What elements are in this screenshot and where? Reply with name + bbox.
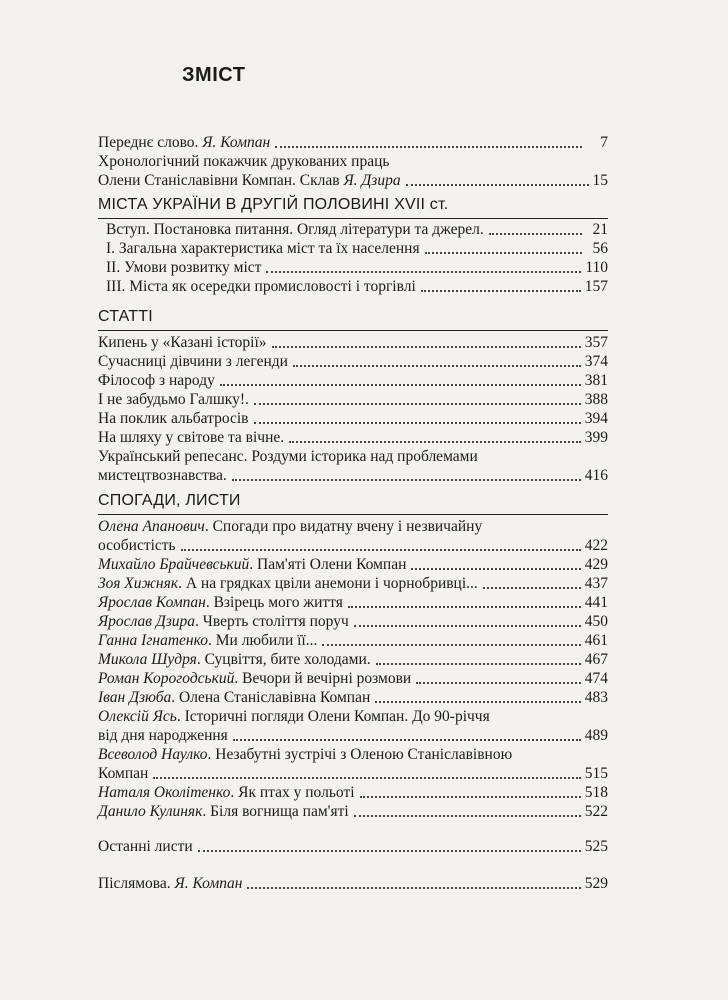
toc-entry — [106, 239, 608, 258]
entry-author: Я. Компан — [174, 875, 243, 892]
page-number: 15 — [592, 172, 608, 189]
leader-dots — [354, 814, 581, 817]
leader-dots — [254, 421, 581, 424]
entry-text-line1: . Незабутні зустрічі з Оленою Станіславівною — [207, 746, 513, 763]
leader-dots — [406, 183, 589, 186]
page-number: 7 — [600, 134, 608, 151]
leader-dots — [376, 662, 581, 665]
toc-entry — [98, 352, 608, 371]
toc-entry — [106, 277, 608, 296]
leader-dots — [411, 567, 580, 570]
leader-dots — [272, 345, 581, 348]
entry-text-line1: . Історичні погляди Олени Компан. До 90-річчя — [176, 708, 490, 725]
toc-entry — [98, 555, 608, 574]
page-number: 525 — [584, 838, 608, 855]
leader-dots — [425, 251, 582, 254]
entry-text: Післямова. — [98, 875, 175, 892]
section-heading: СПОГАДИ, ЛИСТИ — [98, 492, 608, 510]
page-number: 515 — [584, 765, 608, 782]
toc-entry — [98, 447, 608, 485]
entry-author: Роман Корогодський — [98, 670, 235, 687]
leader-dots — [198, 849, 581, 852]
toc-entry — [98, 409, 608, 428]
toc-entry — [98, 133, 608, 152]
leader-dots — [247, 886, 580, 889]
leader-dots — [489, 232, 582, 235]
entry-text-line2: від дня народження — [98, 727, 228, 744]
entry-text: Вступ. Постановка питання. Огляд літератури та джерел. — [106, 221, 484, 238]
leader-dots — [153, 776, 580, 779]
entry-text: Останні листи — [98, 838, 193, 855]
entry-text: . Чверть століття поруч — [195, 613, 349, 630]
entry-text: ІІ. Умови розвитку міст — [106, 259, 262, 276]
leader-dots — [354, 624, 581, 627]
toc-entry — [98, 517, 608, 555]
entry-author: Ярослав Компан — [98, 594, 206, 611]
page-number: 437 — [584, 575, 608, 592]
toc-entry — [98, 688, 608, 707]
page-number: 429 — [584, 556, 608, 573]
toc-entry — [98, 650, 608, 669]
entry-text-line2: Компан — [98, 765, 149, 782]
page-number: 374 — [584, 353, 608, 370]
entry-text-line1: Хронологічний покажчик друкованих праць — [98, 153, 390, 170]
toc-entry — [98, 874, 608, 893]
entry-author: Ярослав Дзира — [98, 613, 196, 630]
entry-text-line1: . Спогади про видатну вчену і незвичайну — [204, 518, 483, 535]
leader-dots — [293, 364, 581, 367]
entry-author: Зоя Хижняк — [98, 575, 179, 592]
page-number: 467 — [584, 651, 608, 668]
entry-text: . Суцвіття, бите холодами. — [196, 651, 371, 668]
page-number: 461 — [584, 632, 608, 649]
page-number: 441 — [584, 594, 608, 611]
toc-entry — [98, 837, 608, 856]
page-number: 157 — [584, 278, 608, 295]
page-number: 474 — [584, 670, 608, 687]
entry-author: Ганна Ігнатенко — [98, 632, 209, 649]
page-number: 394 — [584, 410, 608, 427]
entry-author: Я. Дзира — [343, 172, 401, 189]
entry-text: На поклик альбатросів — [98, 410, 249, 427]
toc-entry — [98, 745, 608, 783]
entry-author: Данило Кулиняк — [98, 803, 203, 820]
toc-entry — [98, 707, 608, 745]
leader-dots — [322, 643, 580, 646]
entry-text: . Взірець мого життя — [205, 594, 343, 611]
entry-text: ІІІ. Міста як осередки промисловості і торгівлі — [106, 278, 416, 295]
leader-dots — [254, 402, 581, 405]
leader-dots — [275, 145, 582, 148]
page-number: 529 — [584, 875, 608, 892]
entry-text-line2: мистецтвознавства. — [98, 467, 227, 484]
page-number: 357 — [584, 334, 608, 351]
entry-author: Олексій Ясь — [98, 708, 177, 725]
toc-entry — [98, 574, 608, 593]
leader-dots — [483, 586, 581, 589]
page-number: 483 — [584, 689, 608, 706]
toc-entry — [98, 152, 608, 190]
entry-text: . Біля вогнища пам'яті — [202, 803, 349, 820]
leader-dots — [360, 795, 581, 798]
entry-text: . А на грядках цвіли анемони і чорнобривці... — [178, 575, 478, 592]
toc-entry — [106, 220, 608, 239]
entry-text-line1: Український репесанс. Роздуми історика над проблемами — [98, 448, 478, 465]
page-number: 522 — [584, 803, 608, 820]
page-number: 21 — [592, 221, 608, 238]
leader-dots — [181, 548, 581, 551]
toc-entry — [98, 428, 608, 447]
leader-dots — [233, 738, 581, 741]
entry-author: Микола Шудря — [98, 651, 197, 668]
section-heading: СТАТТІ — [98, 308, 608, 326]
entry-text: Переднє слово. — [98, 134, 203, 151]
page-number: 110 — [585, 259, 608, 276]
toc-entry — [98, 593, 608, 612]
entry-author: Михайло Брайчевський — [98, 556, 250, 573]
entry-author: Олена Апанович — [98, 518, 205, 535]
entry-text: І не забудьмо Галшку!. — [98, 391, 249, 408]
entry-text-line2: Олени Станіславівни Компан. Склав — [98, 172, 344, 189]
toc-entry — [98, 669, 608, 688]
toc-entry — [98, 783, 608, 802]
entry-text: . Як птах у польоті — [230, 784, 355, 801]
entry-author: Іван Дзюба — [98, 689, 172, 706]
page-number: 489 — [584, 727, 608, 744]
leader-dots — [348, 605, 581, 608]
page-number: 56 — [592, 240, 608, 257]
entry-author: Всеволод Наулко — [98, 746, 208, 763]
entry-text: . Ми любили її... — [208, 632, 318, 649]
toc-entry — [98, 390, 608, 409]
leader-dots — [220, 383, 581, 386]
leader-dots — [421, 289, 581, 292]
leader-dots — [416, 681, 581, 684]
toc-entry — [98, 371, 608, 390]
toc-entry — [98, 612, 608, 631]
entry-text: Кипень у «Казані історії» — [98, 334, 267, 351]
entry-text-line2: особистість — [98, 537, 176, 554]
toc-entry — [98, 631, 608, 650]
entry-text: . Пам'яті Олени Компан — [249, 556, 407, 573]
entry-text: . Вечори й вечірні розмови — [234, 670, 412, 687]
entry-text: І. Загальна характеристика міст та їх населення — [106, 240, 420, 257]
leader-dots — [289, 440, 581, 443]
page-number: 381 — [584, 372, 608, 389]
page-title: ЗМІСТ — [182, 64, 246, 86]
entry-text: Філософ з народу — [98, 372, 215, 389]
toc-entry — [98, 333, 608, 352]
page-number: 518 — [584, 784, 608, 801]
leader-dots — [375, 700, 580, 703]
toc-entry — [106, 258, 608, 277]
entry-text: . Олена Станіславівна Компан — [171, 689, 371, 706]
leader-dots — [232, 478, 581, 481]
page-number: 416 — [584, 467, 608, 484]
leader-dots — [266, 270, 581, 273]
entry-text: На шляху у світове та вічне. — [98, 429, 285, 446]
entry-author: Я. Компан — [202, 134, 271, 151]
section-heading: МІСТА УКРАЇНИ В ДРУГІЙ ПОЛОВИНІ XVII ст. — [98, 196, 608, 214]
toc-entry — [98, 802, 608, 821]
page-number: 450 — [584, 613, 608, 630]
entry-author: Наталя Околітенко — [98, 784, 231, 801]
entry-text: Сучасниці дівчини з легенди — [98, 353, 288, 370]
page-number: 422 — [584, 537, 608, 554]
page-number: 388 — [584, 391, 608, 408]
page-number: 399 — [584, 429, 608, 446]
